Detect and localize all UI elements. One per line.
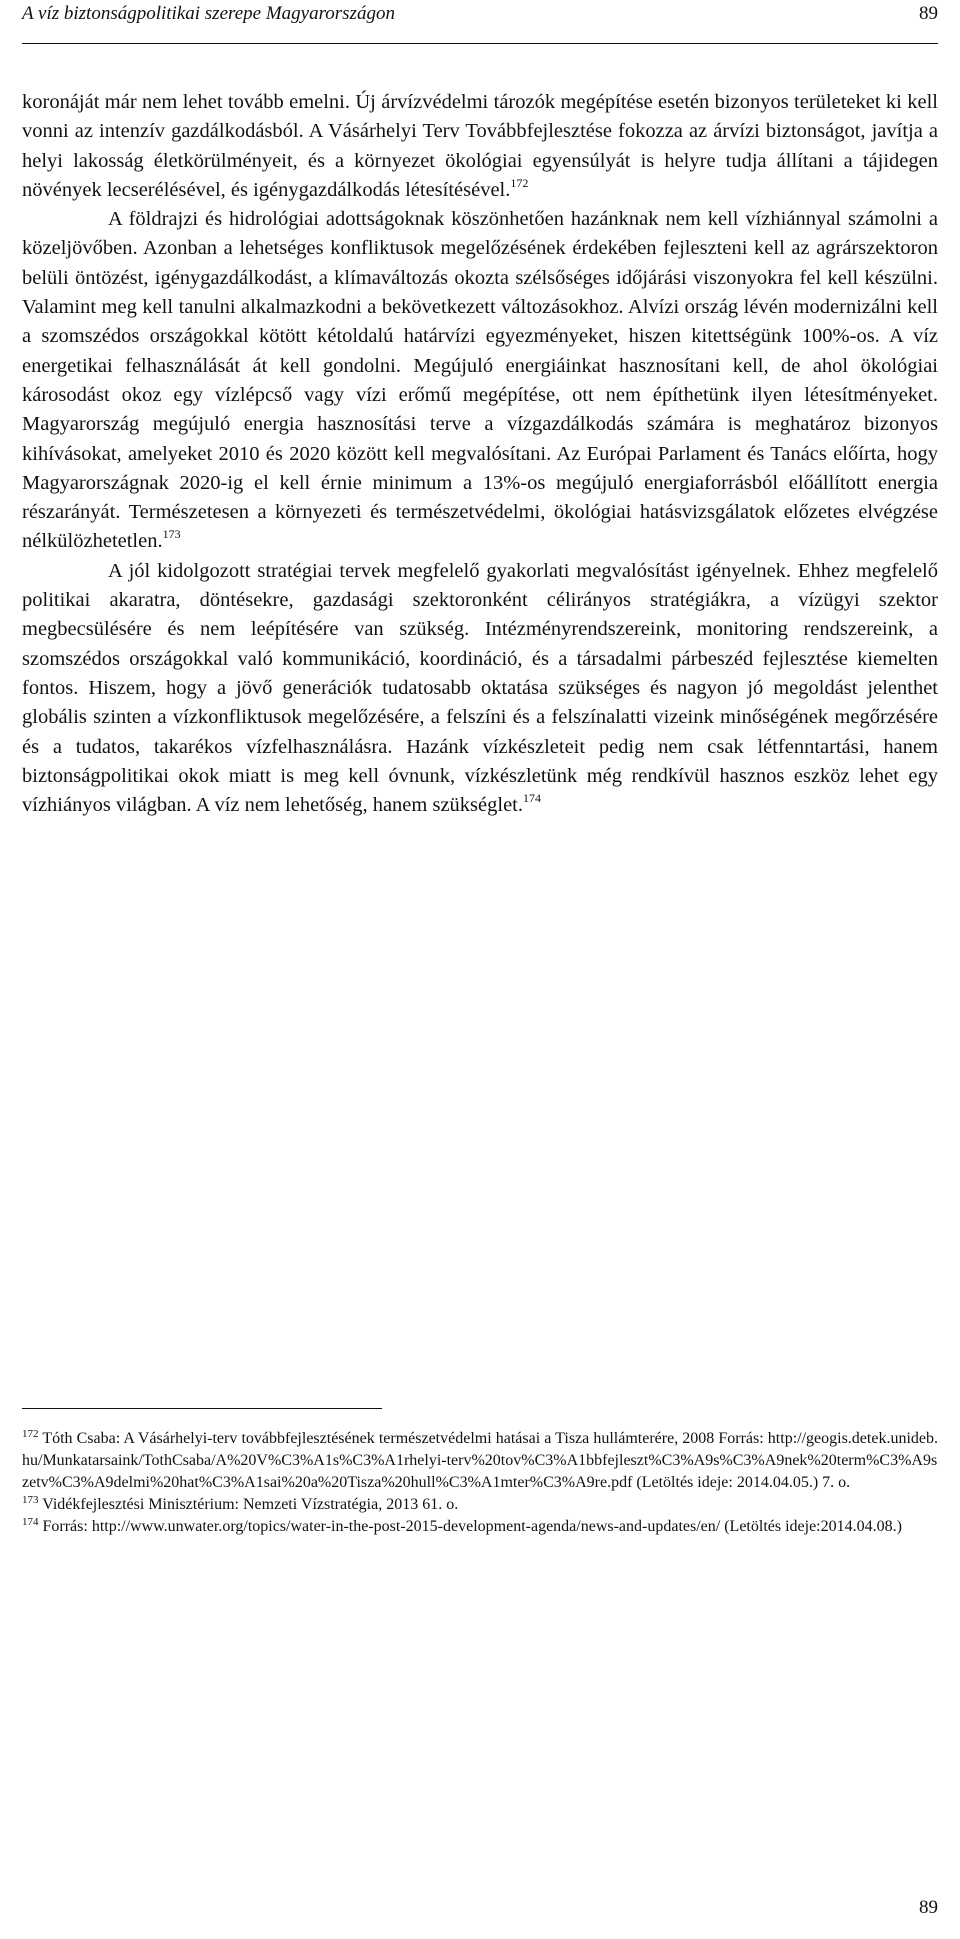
- footnote-174: [22, 1516, 938, 1538]
- footnote-divider: [22, 1408, 382, 1409]
- footnote-text: Tóth Csaba: A Vásárhelyi-terv továbbfejlesztésének természetvédelmi hatásai a Tisza hullámterére, 2008 Forrás: http://geogis.detek.unideb.hu/Munkatarsaink/TothCsaba/A%20V%C3%A1s%C3%A1rhelyi-terv%20tov%C3%A1bbfejleszt%C3%A9s%C3%A9nek%20term%C3%A9szetv%C3%A9delmi%20hat%C3%A1sai%20a%20Tisza%20hull%C3%A1mter%C3%A9re.pdf (Letöltés ideje: 2014.04.05.) 7. o.: [22, 1430, 938, 1491]
- paragraph-3: [22, 557, 938, 821]
- footnote-ref-173[interactable]: 173: [162, 527, 181, 542]
- paragraph-2: [22, 205, 938, 557]
- paragraph-1: [22, 88, 938, 205]
- footnote-number: 172: [22, 1428, 39, 1440]
- footnote-text: Vidékfejlesztési Minisztérium: Nemzeti Vízstratégia, 2013 61. o.: [42, 1496, 459, 1513]
- paragraph-3-text: A jól kidolgozott stratégiai tervek megfelelő gyakorlati megvalósítást igényelnek. Ehhez megfelelő politikai akaratra, döntésekre, gazdasági szektoronként célirányos stratégiákra, a vízügyi szektor megbecsülésére és nem leépítésére van szükség. Intézményrendszereink, monitoring rendszereink, a szomszédos országokkal való kommunikáció, koordináció, és a társadalmi párbeszéd fejlesztése kiemelten fontos. Hiszem, hogy a jövő generációk tudatosabb oktatása szükséges és nagyon jó megoldást jelenthet globális szinten a vízkonfliktusok megelőzésére, a felszíni és a felszínalatti vizeink minőségének megőrzésére és a tudatos, takarékos vízfelhasználásra. Hazánk vízkészleteit pedig nem csak létfenntartási, hanem biztonságpolitikai okok miatt is meg kell óvnunk, vízkészletünk még rendkívül hasznos eszköz lehet egy vízhiányos világban. A víz nem lehetőség, hanem szükséglet.: [22, 559, 938, 817]
- running-header-title: A víz biztonságpolitikai szerepe Magyarországon: [22, 3, 395, 24]
- footnote-173: [22, 1494, 938, 1516]
- header-page-number: 89: [919, 3, 938, 24]
- footnote-ref-174[interactable]: 174: [523, 791, 541, 806]
- body-text: [22, 88, 938, 820]
- header-divider: [22, 43, 938, 44]
- footnote-172: [22, 1428, 938, 1494]
- footnote-ref-172[interactable]: 172: [510, 175, 529, 190]
- paragraph-2-text: A földrajzi és hidrológiai adottságoknak köszönhetően hazánknak nem kell vízhiánnyal számolni a közeljövőben. Azonban a lehetséges konfliktusok megelőzésének érdekében fejleszteni kell az agrárszektoron belüli öntözést, igénygazdálkodást, a klímaváltozás okozta szélsőséges időjárási viszonyokra fel kell készülni. Valamint meg kell tanulni alkalmazkodni a bekövetkezett változásokhoz. Alvízi ország lévén modernizálni kell a szomszédos országokkal kötött kétoldalú határvízi egyezményeket, hiszen kitettségünk 100%-os. A víz energetikai felhasználását át kell gondolni. Megújuló energiáinkat hasznosítani kell, de ahol ökológiai károsodást okoz egy vízlépcső vagy vízi erőmű megépítése, ott nem építhetünk ilyen létesítményeket. Magyarország megújuló energia hasznosítási terve a vízgazdálkodás számára is meghatároz bizonyos kihívásokat, amelyeket 2010 és 2020 között kell megvalósítani. Az Európai Parlament és Tanács előírta, hogy Magyarországnak 2020-ig el kell érnie minimum a 13%-os megújuló energiaforrásból előállított energia részarányát. Természetesen a környezeti és természetvédelmi, ökológiai hatásvizsgálatok előzetes elvégzése nélkülözhetetlen.: [22, 208, 938, 553]
- paragraph-1-text: koronáját már nem lehet tovább emelni. Új árvízvédelmi tározók megépítése esetén bizonyos területeket ki kell vonni az intenzív gazdálkodásból. A Vásárhelyi Terv Továbbfejlesztése fokozza az árvízi biztonságot, javítja a helyi lakosság életkörülményeit, és a környezet ökológiai egyensúlyát is helyre tudja állítani a tájidegen növények lecserélésével, és igénygazdálkodás létesítésével.: [22, 91, 938, 201]
- footnote-number: 174: [22, 1516, 39, 1528]
- footnote-number: 173: [22, 1494, 39, 1506]
- running-header: [22, 2, 938, 32]
- footer-page-number: 89: [919, 1897, 938, 1918]
- footnotes: [22, 1428, 938, 1538]
- footnote-text: Forrás: http://www.unwater.org/topics/water-in-the-post-2015-development-agenda/news-and-updates/en/ (Letöltés ideje:2014.04.08.): [42, 1518, 902, 1535]
